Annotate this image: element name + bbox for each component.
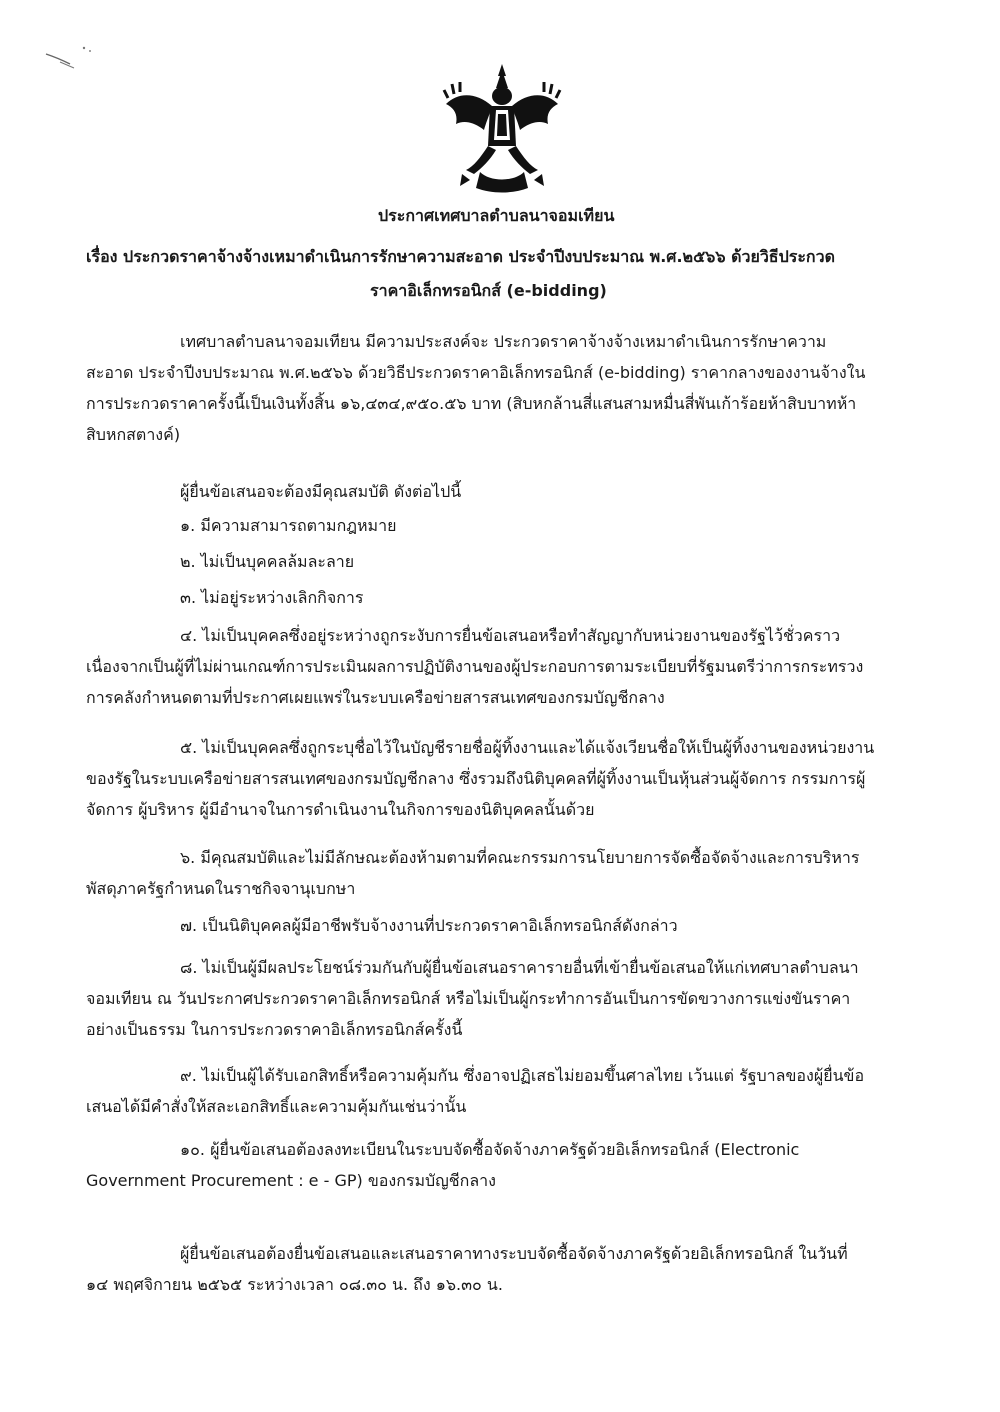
qualifications-heading: ผู้ยื่นข้อเสนอจะต้องมีคุณสมบัติ ดังต่อไปนี้	[180, 482, 462, 501]
item-5-line-3: จัดการ ผู้บริหาร ผู้มีอำนาจในการดำเนินงานในกิจการของนิติบุคคลนั้นด้วย	[86, 800, 595, 819]
qualification-item-1: ๑. มีความสามารถตามกฎหมาย	[180, 516, 397, 535]
intro-line-1: เทศบาลตำบลนาจอมเทียน มีความประสงค์จะ ประกวดราคาจ้างจ้างเหมาดำเนินการรักษาความ	[180, 332, 827, 351]
item-6-line-1: ๖. มีคุณสมบัติและไม่มีลักษณะต้องห้ามตามที่คณะกรรมการนโยบายการจัดซื้อจัดจ้างและการบริหาร	[180, 848, 860, 867]
announcement-subject	[86, 240, 916, 308]
item-5-line-2: ของรัฐในระบบเครือข่ายสารสนเทศของกรมบัญชีกลาง ซึ่งรวมถึงนิติบุคคลที่ผู้ทิ้งงานเป็นหุ้นส่วนผู้จัดการ กรรมการผู้	[86, 769, 866, 788]
garuda-emblem-icon	[440, 62, 564, 194]
qualification-item-2: ๒. ไม่เป็นบุคคลล้มละลาย	[180, 552, 355, 571]
item-6-line-2: พัสดุภาครัฐกำหนดในราชกิจจานุเบกษา	[86, 879, 356, 898]
qualification-item-3: ๓. ไม่อยู่ระหว่างเลิกกิจการ	[180, 588, 364, 607]
qualification-item-6	[86, 842, 916, 904]
item-5-line-1: ๕. ไม่เป็นบุคคลซึ่งถูกระบุชื่อไว้ในบัญชีรายชื่อผู้ทิ้งงานและได้แจ้งเวียนชื่อให้เป็นผู้ทิ้งงานของหน่วยงาน	[180, 738, 875, 757]
item-4-line-1: ๔. ไม่เป็นบุคคลซึ่งอยู่ระหว่างถูกระงับการยื่นข้อเสนอหรือทำสัญญากับหน่วยงานของรัฐไว้ชั่วคราว	[180, 626, 841, 645]
qualification-item-9	[86, 1060, 916, 1122]
item-8-line-2: จอมเทียน ณ วันประกาศประกวดราคาอิเล็กทรอนิกส์ หรือไม่เป็นผู้กระทำการอันเป็นการขัดขวางการแข่งขันราคา	[86, 989, 851, 1008]
subject-line-2: ราคาอิเล็กทรอนิกส์ (e-bidding)	[370, 281, 607, 300]
qualification-item-7: ๗. เป็นนิติบุคคลผู้มีอาชีพรับจ้างงานที่ประกวดราคาอิเล็กทรอนิกส์ดังกล่าว	[180, 916, 678, 935]
scan-artifact-mark	[44, 42, 104, 72]
item-10-line-2: Government Procurement : e - GP) ของกรมบัญชีกลาง	[86, 1171, 496, 1190]
item-8-line-3: อย่างเป็นธรรม ในการประกวดราคาอิเล็กทรอนิกส์ครั้งนี้	[86, 1020, 463, 1039]
intro-paragraph	[86, 326, 916, 450]
closing-line-1: ผู้ยื่นข้อเสนอต้องยื่นข้อเสนอและเสนอราคาทางระบบจัดซื้อจัดจ้างภาครัฐด้วยอิเล็กทรอนิกส์ ในวันที่	[180, 1244, 848, 1263]
announcement-title: ประกาศเทศบาลตำบลนาจอมเทียน	[378, 206, 615, 225]
item-4-line-3: การคลังกำหนดตามที่ประกาศเผยแพร่ในระบบเครือข่ายสารสนเทศของกรมบัญชีกลาง	[86, 688, 665, 707]
subject-line-1: เรื่อง ประกวดราคาจ้างจ้างเหมาดำเนินการรักษาความสะอาด ประจำปีงบประมาณ พ.ศ.๒๕๖๖ ด้วยวิธีประกวด	[86, 247, 835, 266]
item-9-line-1: ๙. ไม่เป็นผู้ได้รับเอกสิทธิ์หรือความคุ้มกัน ซึ่งอาจปฏิเสธไม่ยอมขึ้นศาลไทย เว้นแต่ รัฐบาลของผู้ยื่นข้อ	[180, 1066, 865, 1085]
closing-paragraph	[86, 1238, 916, 1300]
qualification-item-5	[86, 732, 916, 825]
qualification-item-4	[86, 620, 916, 713]
item-8-line-1: ๘. ไม่เป็นผู้มีผลประโยชน์ร่วมกันกับผู้ยื่นข้อเสนอราคารายอื่นที่เข้ายื่นข้อเสนอให้แก่เทศบาลตำบลนา	[180, 958, 859, 977]
qualification-item-10	[86, 1134, 916, 1196]
item-9-line-2: เสนอได้มีคำสั่งให้สละเอกสิทธิ์และความคุ้มกันเช่นว่านั้น	[86, 1097, 467, 1116]
closing-line-2: ๑๔ พฤศจิกายน ๒๕๖๕ ระหว่างเวลา ๐๘.๓๐ น. ถึง ๑๖.๓๐ น.	[86, 1275, 503, 1294]
intro-line-4: สิบหกสตางค์)	[86, 425, 181, 444]
item-4-line-2: เนื่องจากเป็นผู้ที่ไม่ผ่านเกณฑ์การประเมินผลการปฏิบัติงานของผู้ประกอบการตามระเบียบที่รัฐมนตรีว่าการกระทรวง	[86, 657, 864, 676]
intro-line-3: การประกวดราคาครั้งนี้เป็นเงินทั้งสิ้น ๑๖,๔๓๔,๙๕๐.๕๖ บาท (สิบหกล้านสี่แสนสามหมื่นสี่พันเก้าร้อยห้าสิบบาทห้า	[86, 394, 857, 413]
item-10-line-1: ๑๐. ผู้ยื่นข้อเสนอต้องลงทะเบียนในระบบจัดซื้อจัดจ้างภาครัฐด้วยอิเล็กทรอนิกส์ (Electronic	[180, 1140, 800, 1159]
qualification-item-8	[86, 952, 916, 1045]
intro-line-2: สะอาด ประจำปีงบประมาณ พ.ศ.๒๕๖๖ ด้วยวิธีประกวดราคาอิเล็กทรอนิกส์ (e-bidding) ราคากลางของงานจ้างใน	[86, 363, 866, 382]
